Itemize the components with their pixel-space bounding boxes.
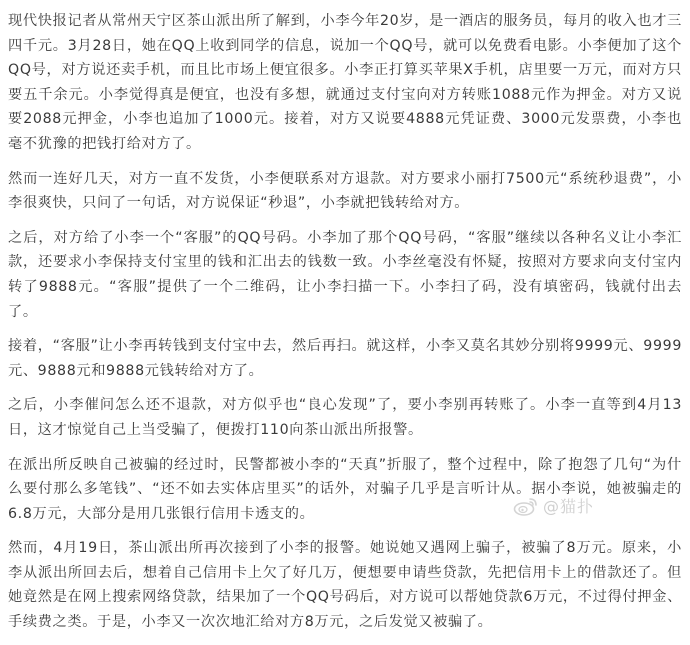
article-paragraph-2: 然而一连好几天，对方一直不发货，小李便联系对方退款。对方要求小丽打7500元“系统秒退费”，小李很爽快，只问了一句话，对方说保证“秒退”，小李就把钱转给对方。 [8, 170, 682, 212]
article-paragraph-5: 之后，小李催问怎么还不退款，对方似乎也“良心发现”了，要小李别再转账了。小李一直等到4月13日，这才惊觉自己上当受骗了，便拨打110向茶山派出所报警。 [8, 397, 682, 438]
article-paragraph-4: 接着，“客服”让小李再转钱到支付宝中去，然后再扫。就这样，小李又莫名其妙分别将9999元、9999元、9888元和9888元钱转给对方了。 [8, 338, 682, 379]
article-paragraph-1: 现代快报记者从常州天宁区茶山派出所了解到，小李今年20岁，是一酒店的服务员，每月的收入也才三四千元。3月28日，她在QQ上收到同学的信息，说加一个QQ号，就可以免费看电影。小李便加了这个QQ号，对方说还卖手机，而且比市场上便宜很多。小李正打算买苹果X手机，店里要一万元，而对方只要五千余元。小李觉得真是便宜，也没有多想，就通过支付宝向对方转账1088元作为押金。对方又说要2088元押金，小李也追加了1000元。接着，对方又说要4888元凭证费、3000元发票费，小李也毫不犹豫的把钱打给对方了。 [8, 13, 682, 152]
article-body [8, 9, 682, 645]
article-paragraph-7: 然而，4月19日，茶山派出所再次接到了小李的报警。她说她又遇网上骗子，被骗了8万元。原来，小李从派出所回去后，想着自己信用卡上欠了好几万，便想要申请些贷款，先把信用卡上的借款还了。但她竟然是在网上搜索网络贷款，结果加了一个QQ号码后，对方说可以帮她贷款6万元，不过得付押金、手续费之类。于是，小李又一次次地汇给对方8万元，之后发觉又被骗了。 [8, 540, 682, 631]
article-paragraph-6: 在派出所反映自己被骗的经过时，民警都被小李的“天真”折服了，整个过程中，除了抱怨了几句“为什么要付那么多笔钱”、“还不如去实体店里买”的话外，对骗子几乎是言听计从。据小李说，她被骗走的6.8万元，大部分是用几张银行信用卡透支的。 [8, 456, 682, 522]
article-paragraph-3: 之后，对方给了小李一个“客服”的QQ号码。小李加了那个QQ号码，“客服”继续以各种名义让小李汇款，还要求小李保持支付宝里的钱和汇出去的钱数一致。小李丝毫没有怀疑，按照对方要求向支付宝内转了9888元。“客服”提供了一个二维码，让小李扫描一下。小李扫了码，没有填密码，钱就付出去了。 [8, 229, 682, 320]
watermark-text: @猫扑 [542, 497, 594, 516]
